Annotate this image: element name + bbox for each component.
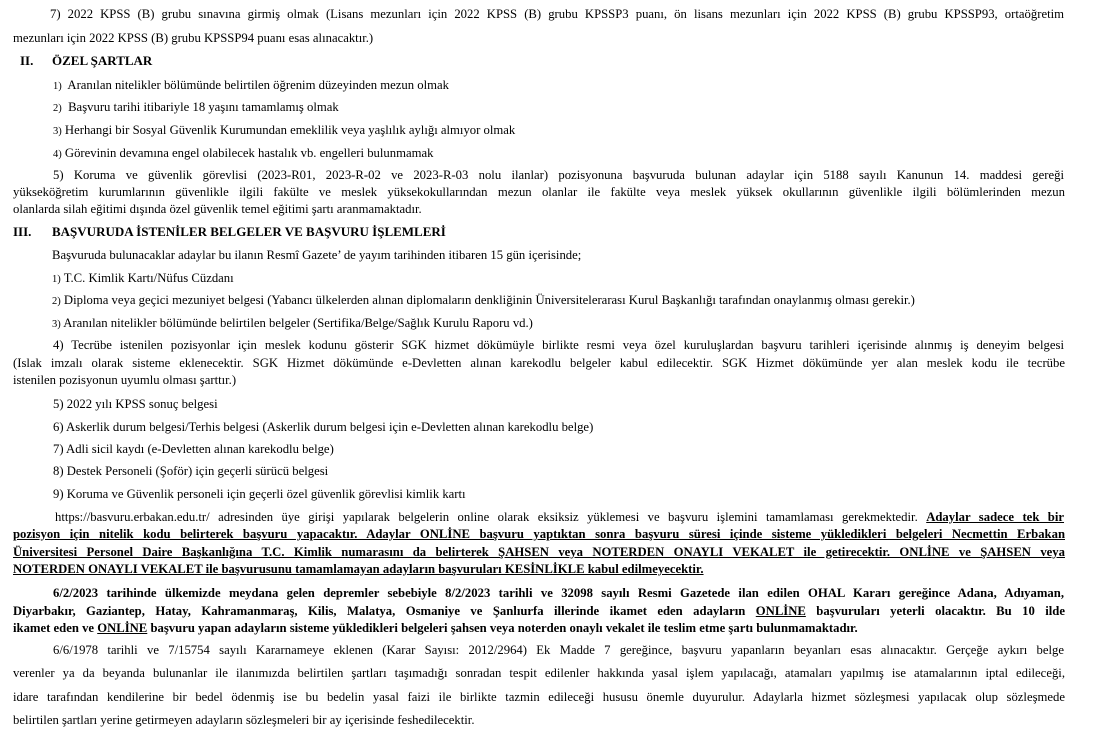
special-condition-5-line-3: olanlarda silah eğitimi dışında özel güvenlik temel eğitimi şartı aranmamaktadır. bbox=[13, 202, 422, 216]
ohal-resident-text: ikamet eden ve bbox=[13, 621, 95, 635]
list-text: T.C. Kimlik Kartı/Nüfus Cüzdanı bbox=[63, 271, 234, 285]
required-document-1 bbox=[52, 270, 234, 288]
list-number: 3) bbox=[53, 126, 62, 137]
section-2-title: ÖZEL ŞARTLAR bbox=[52, 53, 153, 68]
required-document-7: 7) Adli sicil kaydı (e-Devletten alınan karekodlu belge) bbox=[53, 442, 334, 456]
special-condition-4 bbox=[53, 145, 433, 163]
required-document-4-line-2: (Islak imzalı olarak sisteme eklenecektir. SGK Hizmet dökümünde e-Devletten alınan karekodlu belgeler kabul edilecektir. SGK Hizmet dökümünde yer alan meslek kodu ile tecrübe bbox=[13, 356, 1065, 370]
required-document-4-line-3: istenilen pozisyonun uyumlu olması şarttır.) bbox=[13, 373, 237, 387]
online-application-line-3: Üniversitesi Personel Daire Başkanlığına T.C. Kimlik numarasını da belirterek ŞAHSEN veya NOTERDEN ONAYLI VEKALET ile getirecektir. ONLİNE ve ŞAHSEN veya bbox=[13, 545, 1065, 559]
special-condition-3 bbox=[53, 122, 515, 140]
list-text: Aranılan nitelikler bölümünde belirtilen öğrenim düzeyinden mezun olmak bbox=[67, 78, 449, 92]
ohal-cities-text: Diyarbakır, Gaziantep, Hatay, Kahramanmaraş, Kilis, Malatya, Osmaniye ve Şanlıurfa illerinde ikamet eden adayların bbox=[13, 604, 746, 618]
online-emphasis: ONLİNE bbox=[755, 604, 806, 618]
online-application-line-2: pozisyon için nitelik kodu belirterek başvuru yapacaktır. Adaylar ONLİNE başvuru yaptıktan sonra başvuru süresi içinde sisteme yükledikleri belgeleri Necmettin Erbakan bbox=[13, 527, 1065, 541]
section-3-intro: Başvuruda bulunacaklar adaylar bu ilanın Resmî Gazete’ de yayım tarihinden itibaren 15 gün içerisinde; bbox=[52, 248, 582, 262]
special-condition-1 bbox=[53, 77, 449, 95]
section-3-roman: III. bbox=[13, 224, 32, 239]
required-document-9: 9) Koruma ve Güvenlik personeli için geçerli özel güvenlik görevlisi kimlik kartı bbox=[53, 487, 466, 501]
required-document-6: 6) Askerlik durum belgesi/Terhis belgesi (Askerlik durum belgesi için e-Devletten alınan karekodlu belge) bbox=[53, 420, 594, 434]
list-text: Herhangi bir Sosyal Güvenlik Kurumundan emeklilik veya yaşlılık aylığı almıyor olmak bbox=[64, 123, 516, 137]
list-text: Diploma veya geçici mezuniyet belgesi (Yabancı ülkelerden alınan diplomaların denkliğinin Üniversitelerarası Kurul Başkanlığı tarafından onaylanmış olması gerekir.) bbox=[63, 293, 915, 307]
special-condition-2 bbox=[53, 99, 339, 117]
final-line-2: verenler ya da beyanda bulunanlar ile ilanımızda belirtilen şartları taşımadığı sonradan tespit edilenler hakkında yasal işlem yapılacağı, atamaları yapılmış ise atamalarının iptal edileceği, bbox=[13, 666, 1065, 680]
required-document-8: 8) Destek Personeli (Şoför) için geçerli sürücü belgesi bbox=[53, 464, 329, 478]
list-number: 1) bbox=[52, 274, 61, 285]
list-number: 1) bbox=[53, 81, 62, 92]
ohal-line-1: 6/2/2023 tarihinde ülkemizde meydana gelen depremler sebebiyle 8/2/2023 tarihli ve 32098 sayılı Resmi Gazetede ilan edilen OHAL Kararı gereğince Adana, Adıyaman, bbox=[53, 586, 1064, 600]
special-condition-5-line-1: 5) Koruma ve güvenlik görevlisi (2023-R01, 2023-R-02 ve 2023-R-03 nolu ilanlar) pozisyonuna başvuruda bulunan adaylar için 5188 sayılı Kanunun 14. maddesi gereği bbox=[53, 168, 1064, 182]
application-url-text: https://basvuru.erbakan.edu.tr/ adresinden üye girişi yapılarak belgelerin online olarak eksiksiz yüklemesi ve başvuru işlemini tamamlaması gerekmektedir. bbox=[55, 510, 918, 524]
required-document-5: 5) 2022 yılı KPSS sonuç belgesi bbox=[53, 397, 218, 411]
list-number: 2) bbox=[52, 296, 61, 307]
item-7-line-2: mezunları için 2022 KPSS (B) grubu KPSSP94 puanı esas alınacaktır.) bbox=[13, 31, 374, 45]
list-text: Aranılan nitelikler bölümünde belirtilen belgeler (Sertifika/Belge/Sağlık Kurulu Raporu vd.) bbox=[63, 316, 533, 330]
section-3-title: BAŞVURUDA İSTENİLER BELGELER VE BAŞVURU İŞLEMLERİ bbox=[52, 224, 446, 239]
list-number: 3) bbox=[52, 319, 61, 330]
special-condition-5-line-2: yükseköğretim kurumlarının güvenlikle ilgili fakülte ve meslek yüksekokullarından mezun olanlar ile fakülte veya meslek yüksek okullarının güvenlikle ilgili bölümlerinden mezun bbox=[13, 185, 1065, 199]
final-line-3: idare tarafından kendilerine bir bedel ödenmiş ise bu bedelin yasal faizi ile birlikte tazmin edileceği hususu önemle duyurulur. Adaylarla hizmet sözleşmesi yapılacak olup sözleşmede bbox=[13, 690, 1065, 704]
online-application-line-1 bbox=[55, 509, 1064, 525]
ohal-exemption-text: başvuru yapan adayların sisteme yükledikleri belgeleri şahsen veya noterden onaylı vekalet ile teslim etme şartı bulunmamaktadır. bbox=[150, 621, 858, 635]
online-emphasis: ONLİNE bbox=[97, 621, 148, 635]
section-2-roman: II. bbox=[20, 53, 34, 68]
list-text: Başvuru tarihi itibariyle 18 yaşını tamamlamış olmak bbox=[68, 100, 339, 114]
ohal-sufficient-text: başvuruları yeterli olacaktır. Bu 10 ilde bbox=[816, 604, 1065, 618]
ohal-line-3 bbox=[13, 620, 858, 636]
final-line-1: 6/6/1978 tarihli ve 7/15754 sayılı Kararnameye eklenen (Karar Sayısı: 2012/2964) Ek Madde 7 gereğince, başvuru yapanların beyanları esas alınacaktır. Gerçeğe aykırı belge bbox=[53, 643, 1064, 657]
list-text: Görevinin devamına engel olabilecek hastalık vb. engelleri bulunmamak bbox=[64, 146, 434, 160]
list-number: 4) bbox=[53, 149, 62, 160]
required-document-4-line-1: 4) Tecrübe istenilen pozisyonlar için meslek kodunu gösterir SGK hizmet dökümüyle birlikte resmi veya özel kuruluşlardan başvuru tarihleri içerisinde alınmış iş deneyim belgesi bbox=[53, 338, 1064, 352]
list-number: 2) bbox=[53, 103, 62, 114]
required-document-2 bbox=[52, 292, 915, 310]
single-position-notice: Adaylar sadece tek bir bbox=[926, 510, 1065, 524]
ohal-line-2 bbox=[13, 603, 1065, 619]
final-line-4: belirtilen şartları yerine getirmeyen adayların sözleşmeleri bir ay içerisinde feshedilecektir. bbox=[13, 713, 475, 727]
required-document-3 bbox=[52, 315, 533, 333]
online-application-line-4: NOTERDEN ONAYLI VEKALET ile başvurusunu tamamlamayan adayların başvuruları KESİNLİKLE kabul edilmeyecektir. bbox=[13, 562, 704, 576]
item-7-line-1: 7) 2022 KPSS (B) grubu sınavına girmiş olmak (Lisans mezunları için 2022 KPSS (B) grubu KPSSP3 puanı, ön lisans mezunları için 2022 KPSS (B) grubu KPSSP93, ortaöğretim bbox=[50, 7, 1064, 21]
